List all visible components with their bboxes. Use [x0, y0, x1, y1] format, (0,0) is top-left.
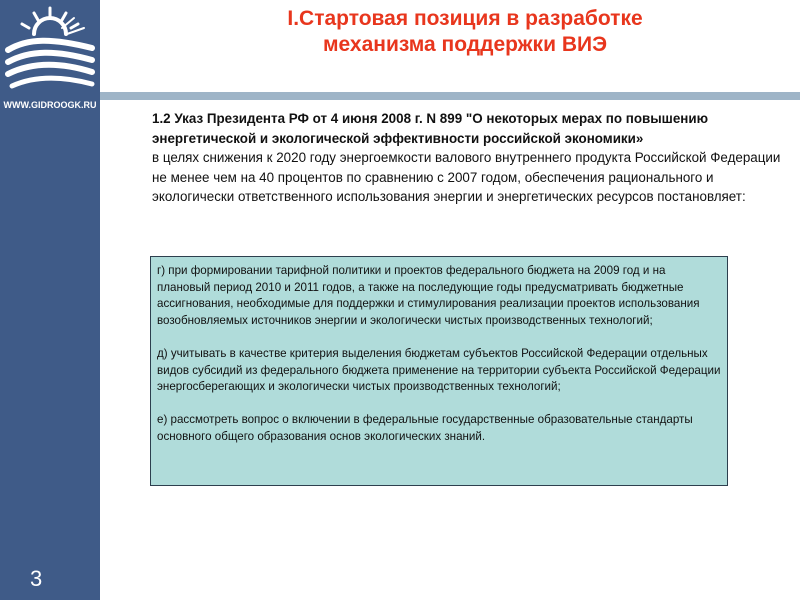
- decree-body: в целях снижения к 2020 году энергоемкости валового внутреннего продукта Российской Федерации не менее чем на 40 процентов по сравнению с 2007 годом, обеспечения рационального и экологически ответственного использования энергии и энергетических ресурсов постановляет:: [152, 150, 781, 205]
- sidebar: [0, 0, 100, 600]
- title-line-2: механизма поддержки ВИЭ: [322, 33, 608, 56]
- header-divider: [100, 92, 800, 100]
- decree-item-e: е) рассмотреть вопрос о включении в федеральные государственные образовательные стандарты основного общего образования основ экологических знаний.: [157, 413, 693, 443]
- decree-text: [152, 109, 782, 207]
- title-line-1: I.Стартовая позиция в разработке: [287, 7, 643, 30]
- slide-number: 3: [30, 566, 43, 591]
- decree-heading: 1.2 Указ Президента РФ от 4 июня 2008 г. N 899 "О некоторых мерах по повышению энергетической и экологической эффективности российской экономики»: [152, 111, 709, 146]
- decree-item-d: д) учитывать в качестве критерия выделения бюджетам субъектов Российской Федерации отдельных видов субсидий из федерального бюджета применение на территории субъекта Российской Федерации энергосберегающих и экологически чистых производственных технологий;: [157, 346, 721, 394]
- site-url: WWW.GIDROOGK.RU: [3, 100, 97, 110]
- decree-item-g: г) при формировании тарифной политики и проектов федерального бюджета на 2009 год и на плановый период 2010 и 2011 годов, а также на последующие годы предусматривать бюджетные ассигнования, необходимые для поддержки и стимулирования реализации проектов использования возобновляемых источников энергии и экологически чистых производственных технологий;: [157, 264, 700, 327]
- sun-waves-icon: [4, 4, 96, 92]
- decree-items-box: [150, 256, 728, 486]
- page-title: [210, 6, 720, 58]
